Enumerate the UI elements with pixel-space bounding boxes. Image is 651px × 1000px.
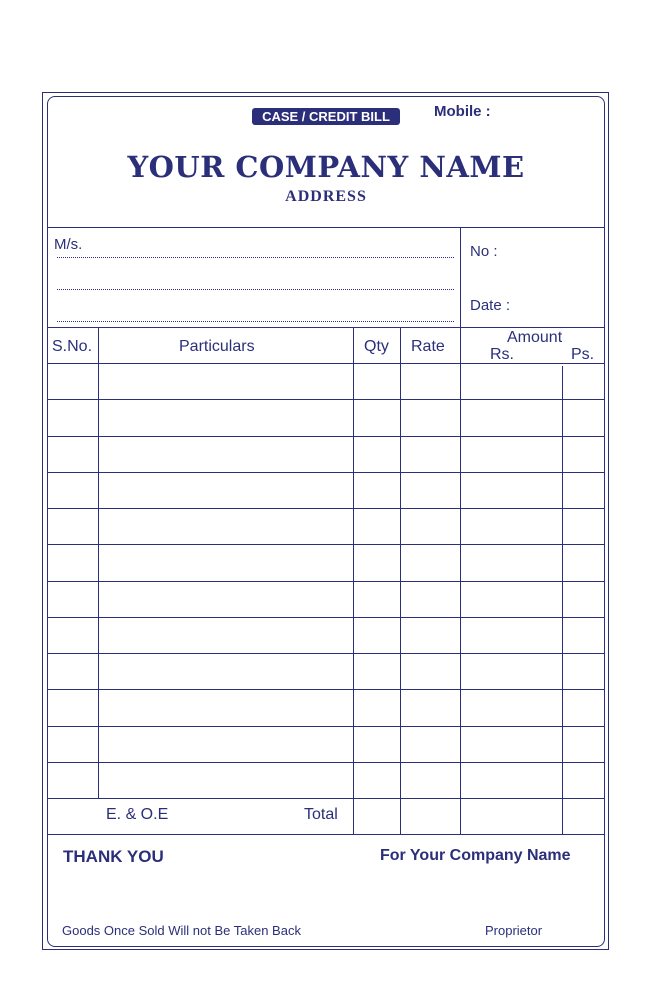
header-qty: Qty <box>364 338 389 355</box>
rows-bottom-border <box>47 798 605 799</box>
table-header-divider <box>47 363 605 364</box>
eoe-label: E. & O.E <box>106 806 169 823</box>
header-ps: Ps. <box>571 346 595 363</box>
header-divider <box>47 227 605 228</box>
table-row <box>47 472 605 473</box>
totals-bottom-border <box>47 834 605 835</box>
ms-label: M/s. <box>54 236 83 253</box>
bill-type-badge: CASE / CREDIT BILL <box>252 108 400 125</box>
table-row <box>47 581 605 582</box>
table-row <box>47 436 605 437</box>
company-name: YOUR COMPANY NAME <box>127 150 525 184</box>
table-top-border <box>47 327 605 328</box>
date-label: Date : <box>470 297 511 314</box>
customer-line-1[interactable] <box>57 257 454 258</box>
company-address: ADDRESS <box>285 188 367 205</box>
customer-divider <box>460 227 461 327</box>
table-row <box>47 653 605 654</box>
proprietor-label: Proprietor <box>485 923 543 938</box>
table-row <box>47 762 605 763</box>
header-rs: Rs. <box>490 346 514 363</box>
no-label: No : <box>470 243 498 260</box>
header-amount: Amount <box>507 329 563 346</box>
customer-line-2[interactable] <box>57 289 454 290</box>
header-sno: S.No. <box>52 338 93 355</box>
header-particulars: Particulars <box>179 338 255 355</box>
goods-note: Goods Once Sold Will not Be Taken Back <box>62 923 301 938</box>
table-row <box>47 399 605 400</box>
thank-you-text: THANK YOU <box>63 847 164 866</box>
customer-line-3[interactable] <box>57 321 454 322</box>
table-row <box>47 726 605 727</box>
header-rate: Rate <box>411 338 445 355</box>
for-company-text: For Your Company Name <box>380 847 571 864</box>
table-row <box>47 689 605 690</box>
col-line-sno <box>98 327 99 798</box>
table-row <box>47 617 605 618</box>
table-row <box>47 544 605 545</box>
table-row <box>47 508 605 509</box>
mobile-label: Mobile : <box>434 103 491 120</box>
total-label: Total <box>304 806 338 823</box>
